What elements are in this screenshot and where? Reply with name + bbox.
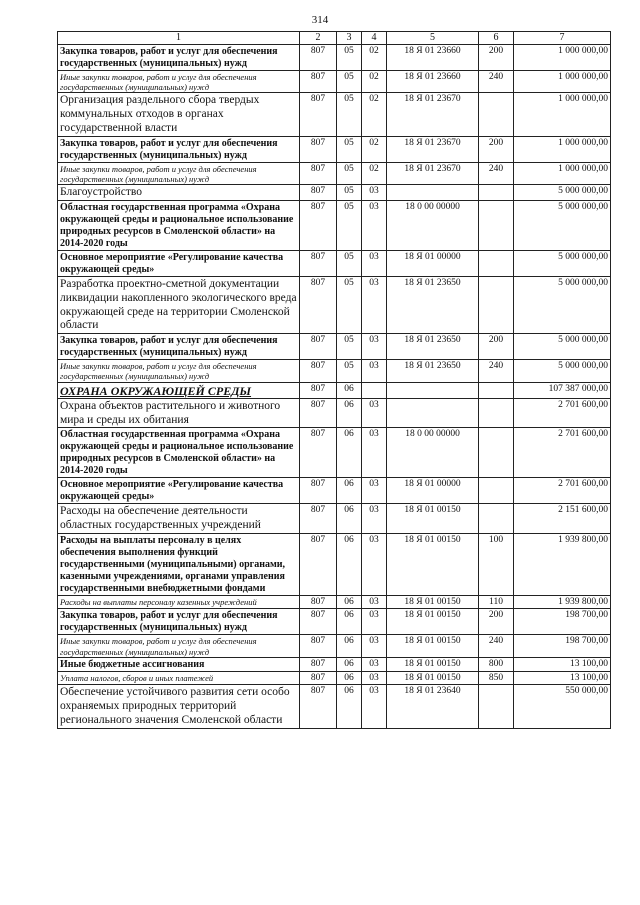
target-article-cell: 18 Я 01 00150 xyxy=(387,657,479,671)
amount-cell: 1 939 800,00 xyxy=(514,534,611,596)
section-cell: 06 xyxy=(337,428,362,478)
target-article-cell xyxy=(387,398,479,428)
subsection-cell: 03 xyxy=(362,276,387,333)
section-cell: 06 xyxy=(337,685,362,728)
section-cell: 05 xyxy=(337,185,362,201)
target-article-cell: 18 Я 01 23670 xyxy=(387,136,479,162)
table-row xyxy=(58,71,611,93)
ministry-code-cell: 807 xyxy=(300,478,337,504)
table-row xyxy=(58,45,611,71)
table-row xyxy=(58,657,611,671)
section-cell: 05 xyxy=(337,71,362,93)
section-cell: 06 xyxy=(337,382,362,398)
ministry-code-cell: 807 xyxy=(300,685,337,728)
expense-type-cell xyxy=(479,185,514,201)
target-article-cell: 18 Я 01 23650 xyxy=(387,360,479,382)
amount-cell: 2 151 600,00 xyxy=(514,504,611,534)
table-row xyxy=(58,162,611,184)
section-cell: 05 xyxy=(337,334,362,360)
table-row xyxy=(58,250,611,276)
expense-type-cell: 240 xyxy=(479,635,514,657)
subsection-cell: 03 xyxy=(362,596,387,609)
target-article-cell: 18 Я 01 00000 xyxy=(387,250,479,276)
expense-type-cell xyxy=(479,428,514,478)
section-cell: 05 xyxy=(337,45,362,71)
ministry-code-cell: 807 xyxy=(300,250,337,276)
section-cell: 05 xyxy=(337,162,362,184)
subsection-cell: 03 xyxy=(362,685,387,728)
table-body xyxy=(58,45,611,729)
ministry-code-cell: 807 xyxy=(300,136,337,162)
table-row xyxy=(58,382,611,398)
ministry-code-cell: 807 xyxy=(300,276,337,333)
ministry-code-cell: 807 xyxy=(300,398,337,428)
column-header-5: 5 xyxy=(387,32,479,45)
target-article-cell: 18 Я 01 23670 xyxy=(387,162,479,184)
target-article-cell: 18 0 00 00000 xyxy=(387,200,479,250)
subsection-cell: 03 xyxy=(362,657,387,671)
subsection-cell: 03 xyxy=(362,398,387,428)
row-name-cell: Закупка товаров, работ и услуг для обеспечения государственных (муниципальных) нужд xyxy=(58,334,300,360)
amount-cell: 1 000 000,00 xyxy=(514,93,611,136)
section-cell: 06 xyxy=(337,609,362,635)
table-row xyxy=(58,609,611,635)
target-article-cell: 18 Я 01 23660 xyxy=(387,45,479,71)
table-row xyxy=(58,334,611,360)
expense-type-cell: 100 xyxy=(479,534,514,596)
table-row xyxy=(58,671,611,684)
section-cell: 06 xyxy=(337,478,362,504)
table-row xyxy=(58,534,611,596)
subsection-cell: 02 xyxy=(362,71,387,93)
row-name-cell: Обеспечение устойчивого развития сети особо охраняемых природных территорий регионального значения Смоленской области xyxy=(58,685,300,728)
ministry-code-cell: 807 xyxy=(300,200,337,250)
subsection-cell: 02 xyxy=(362,45,387,71)
amount-cell: 107 387 000,00 xyxy=(514,382,611,398)
amount-cell: 5 000 000,00 xyxy=(514,334,611,360)
expense-type-cell xyxy=(479,685,514,728)
subsection-cell: 03 xyxy=(362,334,387,360)
target-article-cell: 18 0 00 00000 xyxy=(387,428,479,478)
ministry-code-cell: 807 xyxy=(300,609,337,635)
table-header xyxy=(58,32,611,45)
row-name-cell: Иные закупки товаров, работ и услуг для обеспечения государственных (муниципальных) нужд xyxy=(58,635,300,657)
target-article-cell: 18 Я 01 00150 xyxy=(387,504,479,534)
column-header-3: 3 xyxy=(337,32,362,45)
expense-type-cell xyxy=(479,382,514,398)
row-name-cell: Расходы на выплаты персоналу в целях обеспечения выполнения функций государственными (муниципальными) органами, казенными учреждениями, органами управления государственными внебюджетными фондами xyxy=(58,534,300,596)
section-cell: 06 xyxy=(337,596,362,609)
subsection-cell: 02 xyxy=(362,93,387,136)
budget-table xyxy=(57,31,611,729)
table-row xyxy=(58,428,611,478)
amount-cell: 5 000 000,00 xyxy=(514,200,611,250)
amount-cell: 13 100,00 xyxy=(514,671,611,684)
row-name-cell: Организация раздельного сбора твердых коммунальных отходов в органах государственной власти xyxy=(58,93,300,136)
row-name-cell: Охрана объектов растительного и животного мира и среды их обитания xyxy=(58,398,300,428)
table-row xyxy=(58,185,611,201)
row-name-cell: Иные закупки товаров, работ и услуг для обеспечения государственных (муниципальных) нужд xyxy=(58,71,300,93)
row-name-cell: Разработка проектно-сметной документации ликвидации накопленного экологического вреда окружающей среде на территории Смоленской области xyxy=(58,276,300,333)
subsection-cell: 03 xyxy=(362,428,387,478)
amount-cell: 198 700,00 xyxy=(514,635,611,657)
expense-type-cell: 240 xyxy=(479,162,514,184)
amount-cell: 5 000 000,00 xyxy=(514,185,611,201)
ministry-code-cell: 807 xyxy=(300,93,337,136)
table-row xyxy=(58,478,611,504)
ministry-code-cell: 807 xyxy=(300,162,337,184)
target-article-cell: 18 Я 01 00150 xyxy=(387,596,479,609)
expense-type-cell xyxy=(479,93,514,136)
row-name-cell: Уплата налогов, сборов и иных платежей xyxy=(58,671,300,684)
expense-type-cell xyxy=(479,478,514,504)
row-name-cell: Иные закупки товаров, работ и услуг для обеспечения государственных (муниципальных) нужд xyxy=(58,360,300,382)
ministry-code-cell: 807 xyxy=(300,671,337,684)
subsection-cell: 03 xyxy=(362,609,387,635)
row-name-cell: ОХРАНА ОКРУЖАЮЩЕЙ СРЕДЫ xyxy=(58,382,300,398)
column-header-1: 1 xyxy=(58,32,300,45)
target-article-cell: 18 Я 01 00000 xyxy=(387,478,479,504)
expense-type-cell: 850 xyxy=(479,671,514,684)
expense-type-cell xyxy=(479,398,514,428)
amount-cell: 2 701 600,00 xyxy=(514,478,611,504)
expense-type-cell: 200 xyxy=(479,609,514,635)
ministry-code-cell: 807 xyxy=(300,382,337,398)
table-row xyxy=(58,635,611,657)
amount-cell: 5 000 000,00 xyxy=(514,250,611,276)
column-header-4: 4 xyxy=(362,32,387,45)
target-article-cell: 18 Я 01 23660 xyxy=(387,71,479,93)
section-cell: 05 xyxy=(337,360,362,382)
expense-type-cell: 240 xyxy=(479,360,514,382)
ministry-code-cell: 807 xyxy=(300,596,337,609)
target-article-cell xyxy=(387,185,479,201)
expense-type-cell: 800 xyxy=(479,657,514,671)
subsection-cell: 03 xyxy=(362,185,387,201)
row-name-cell: Основное мероприятие «Регулирование качества окружающей среды» xyxy=(58,250,300,276)
target-article-cell: 18 Я 01 00150 xyxy=(387,671,479,684)
subsection-cell xyxy=(362,382,387,398)
subsection-cell: 03 xyxy=(362,534,387,596)
row-name-cell: Основное мероприятие «Регулирование качества окружающей среды» xyxy=(58,478,300,504)
target-article-cell: 18 Я 01 00150 xyxy=(387,534,479,596)
target-article-cell: 18 Я 01 00150 xyxy=(387,609,479,635)
expense-type-cell: 200 xyxy=(479,334,514,360)
table-row xyxy=(58,504,611,534)
row-name-cell: Областная государственная программа «Охрана окружающей среды и рациональное использование природных ресурсов в Смоленской области» на 2014-2020 годы xyxy=(58,428,300,478)
ministry-code-cell: 807 xyxy=(300,360,337,382)
section-cell: 05 xyxy=(337,250,362,276)
ministry-code-cell: 807 xyxy=(300,45,337,71)
expense-type-cell xyxy=(479,250,514,276)
subsection-cell: 03 xyxy=(362,671,387,684)
amount-cell: 198 700,00 xyxy=(514,609,611,635)
column-header-7: 7 xyxy=(514,32,611,45)
section-cell: 06 xyxy=(337,534,362,596)
row-name-cell: Расходы на обеспечение деятельности областных государственных учреждений xyxy=(58,504,300,534)
amount-cell: 550 000,00 xyxy=(514,685,611,728)
section-cell: 06 xyxy=(337,398,362,428)
target-article-cell: 18 Я 01 23640 xyxy=(387,685,479,728)
section-cell: 06 xyxy=(337,635,362,657)
amount-cell: 5 000 000,00 xyxy=(514,276,611,333)
subsection-cell: 02 xyxy=(362,162,387,184)
section-cell: 06 xyxy=(337,504,362,534)
row-name-cell: Закупка товаров, работ и услуг для обеспечения государственных (муниципальных) нужд xyxy=(58,45,300,71)
amount-cell: 1 000 000,00 xyxy=(514,136,611,162)
subsection-cell: 03 xyxy=(362,504,387,534)
amount-cell: 1 000 000,00 xyxy=(514,45,611,71)
amount-cell: 13 100,00 xyxy=(514,657,611,671)
target-article-cell: 18 Я 01 23650 xyxy=(387,334,479,360)
table-row xyxy=(58,596,611,609)
expense-type-cell xyxy=(479,200,514,250)
expense-type-cell xyxy=(479,276,514,333)
table-row xyxy=(58,93,611,136)
row-name-cell: Расходы на выплаты персоналу казенных учреждений xyxy=(58,596,300,609)
ministry-code-cell: 807 xyxy=(300,635,337,657)
target-article-cell: 18 Я 01 23670 xyxy=(387,93,479,136)
ministry-code-cell: 807 xyxy=(300,504,337,534)
section-cell: 05 xyxy=(337,93,362,136)
section-cell: 05 xyxy=(337,276,362,333)
expense-type-cell: 200 xyxy=(479,136,514,162)
table-row xyxy=(58,398,611,428)
column-number-row xyxy=(58,32,611,45)
row-name-cell: Иные закупки товаров, работ и услуг для обеспечения государственных (муниципальных) нужд xyxy=(58,162,300,184)
table-row xyxy=(58,136,611,162)
expense-type-cell: 200 xyxy=(479,45,514,71)
subsection-cell: 02 xyxy=(362,136,387,162)
subsection-cell: 03 xyxy=(362,360,387,382)
page-number: 314 xyxy=(311,14,329,26)
row-name-cell: Закупка товаров, работ и услуг для обеспечения государственных (муниципальных) нужд xyxy=(58,609,300,635)
amount-cell: 1 000 000,00 xyxy=(514,71,611,93)
amount-cell: 1 939 800,00 xyxy=(514,596,611,609)
section-cell: 06 xyxy=(337,671,362,684)
target-article-cell: 18 Я 01 23650 xyxy=(387,276,479,333)
ministry-code-cell: 807 xyxy=(300,185,337,201)
table-row xyxy=(58,200,611,250)
ministry-code-cell: 807 xyxy=(300,534,337,596)
ministry-code-cell: 807 xyxy=(300,657,337,671)
row-name-cell: Иные бюджетные ассигнования xyxy=(58,657,300,671)
subsection-cell: 03 xyxy=(362,250,387,276)
column-header-2: 2 xyxy=(300,32,337,45)
target-article-cell: 18 Я 01 00150 xyxy=(387,635,479,657)
target-article-cell xyxy=(387,382,479,398)
table-row xyxy=(58,685,611,728)
ministry-code-cell: 807 xyxy=(300,71,337,93)
column-header-6: 6 xyxy=(479,32,514,45)
section-cell: 05 xyxy=(337,136,362,162)
section-cell: 06 xyxy=(337,657,362,671)
expense-type-cell: 240 xyxy=(479,71,514,93)
table-row xyxy=(58,276,611,333)
expense-type-cell: 110 xyxy=(479,596,514,609)
table-row xyxy=(58,360,611,382)
subsection-cell: 03 xyxy=(362,200,387,250)
expense-type-cell xyxy=(479,504,514,534)
subsection-cell: 03 xyxy=(362,635,387,657)
ministry-code-cell: 807 xyxy=(300,334,337,360)
subsection-cell: 03 xyxy=(362,478,387,504)
ministry-code-cell: 807 xyxy=(300,428,337,478)
row-name-cell: Благоустройство xyxy=(58,185,300,201)
section-cell: 05 xyxy=(337,200,362,250)
amount-cell: 5 000 000,00 xyxy=(514,360,611,382)
amount-cell: 2 701 600,00 xyxy=(514,398,611,428)
row-name-cell: Закупка товаров, работ и услуг для обеспечения государственных (муниципальных) нужд xyxy=(58,136,300,162)
amount-cell: 2 701 600,00 xyxy=(514,428,611,478)
amount-cell: 1 000 000,00 xyxy=(514,162,611,184)
row-name-cell: Областная государственная программа «Охрана окружающей среды и рациональное использование природных ресурсов в Смоленской области» на 2014-2020 годы xyxy=(58,200,300,250)
